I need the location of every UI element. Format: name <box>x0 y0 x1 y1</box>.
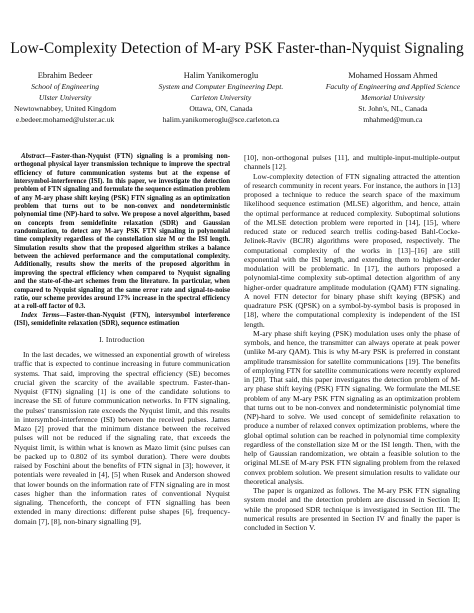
abstract-label: Abstract <box>21 153 45 160</box>
author-location: St. John's, NL, Canada <box>358 104 428 113</box>
author-email: halim.yanikomeroglu@sce.carleton.ca <box>162 115 280 124</box>
author-dept: Faculty of Engineering and Applied Science <box>325 82 460 91</box>
author-2 <box>159 70 284 125</box>
body-paragraph: Low-complexity detection of FTN signaling attracted the attention of research community in recent years. For instance, the authors in [13] proposed a technique to reduce the search space of the maximum likelihood sequence estimation (MLSE) algorithm, and hence, attain the optimal performance at reduced complexity. Suboptimal solutions of the MLSE detection problem were reported in [14], [15], where reduced state or reduced search trellis coding-based Bahl-Cocke-Jelinek-Raviv (BCJR) algorithms were proposed, respectively. The computational complexity of the works in [13]–[16] are still exponential with the ISI length, and extending them to higher-order modulation will be problematic. In [17], the authors proposed a polynomial-time complexity sub-optimal detection algorithm of any higher-order quadrature amplitude modulation (QAM) FTN signaling. A novel FTN detector for binary phase shift keying (BPSK) and quadrature PSK (QPSK) on a symbol-by-symbol basis is proposed in [18], where the computational complexity is independent of the ISI length. <box>244 171 460 329</box>
author-1 <box>14 70 116 125</box>
author-org: Ulster University <box>38 93 92 102</box>
author-org: Carleton University <box>190 93 252 102</box>
abstract-text: —Faster-than-Nyquist (FTN) signaling is a promising non-orthogonal physical layer transmission technique to improve the spectral efficiency of future communication systems but at the expense of intersymbol-interference (ISI). In this paper, we investigate the detection problem of FTN signaling and formulate the sequence estimation problem of any M-ary phase shift keying (PSK) FTN signaling as an optimization problem that turns out to be non-convex and nondeterministic polynomial time (NP)-hard to solve. We propose a novel algorithm, based on concepts from semidefinite relaxation (SDR) and Gaussian randomization, to detect any M-ary PSK FTN signaling in polynomial time complexity regardless of the constellation size M or the ISI length. Simulation results show that the proposed algorithm strikes a balance between the achieved performance and the computational complexity. Additionally, results show the merits of the proposed algorithm in improving the spectral efficiency when compared to Nyquist signaling and the state-of-the-art schemes from the literature. In particular, when compared to Nyquist signaling at the same error rate and signal-to-noise ratio, our scheme provides around 17% increase in the spectral efficiency at a roll-off factor of 0.3. <box>14 153 230 311</box>
author-dept: System and Computer Engineering Dept. <box>158 82 284 91</box>
author-email: e.bedeer.mohamed@ulster.ac.uk <box>15 115 115 124</box>
author-name: Mohamed Hossam Ahmed <box>348 71 438 80</box>
paper-title: Low-Complexity Detection of M-ary PSK Faster-than-Nyquist Signaling <box>10 40 464 57</box>
body-paragraph: The paper is organized as follows. The M-ary PSK FTN signaling system model and the detection problem are discussed in Section II; while the proposed SDR technique is investigated in Section III. The numerical results are presented in Section IV and finally the paper is concluded in Section V. <box>244 486 460 532</box>
section-heading-introduction: I. Introduction <box>99 335 145 345</box>
author-name: Ebrahim Bedeer <box>37 71 93 80</box>
index-terms-text: —Faster-than-Nyquist (FTN), intersymbol interference (ISI), semidefinite relaxation (SDR), sequence estimation <box>14 311 230 327</box>
author-name: Halim Yanikomeroglu <box>183 71 259 80</box>
index-terms-label: Index Terms <box>21 311 60 319</box>
intro-paragraph: In the last decades, we witnessed an exponential growth of wireless traffic that is expected to continue increasing in future communication systems. That said, improving the spectral efficiency (SE) becomes crucial given the scarcity of the available spectrum. Faster-than-Nyquist (FTN) signaling [1] is one of the candidate solutions to increase the SE of future communication networks. In FTN signaling, the pulses' transmission rate exceeds the Nyquist limit, and this results in intersymbol-interference (ISI) between the received pulses. James Mazo [2] proved that the minimum distance between the received pulses will not be reduced if the signaling rate, that exceeds the Nyquist limit, is within what is known as Mazo limit (sinc pulses can be packed up to 0.802 of its symbol duration). There were doubts raised by Foschini about the benefits of FTN signal in [3]; however, it potentials were revealed in [4], [5] when Rusek and Anderson showed that lower bounds on the information rate of FTN signaling are in most cases higher than the information rates of conventional Nyquist signaling. Thenceforth, the concept of FTN signalling has been extended in many directions: different pulse shapes [6], frequency-domain [7], [8], non-binary signalling [9], <box>14 350 230 526</box>
author-block <box>14 70 460 125</box>
author-dept: School of Engineering <box>31 82 100 91</box>
abstract <box>14 153 230 312</box>
author-3 <box>326 70 460 125</box>
author-email: mhahmed@mun.ca <box>363 115 423 124</box>
right-column <box>244 153 460 532</box>
left-column <box>14 153 230 526</box>
author-location: Ottawa, ON, Canada <box>189 104 253 113</box>
index-terms <box>14 312 230 329</box>
author-location: Newtownabbey, United Kingdom <box>14 104 117 113</box>
body-paragraph: [10], non-orthogonal pulses [11], and multiple-input-multiple-output channels [12]. <box>244 153 460 172</box>
author-org: Memorial University <box>361 93 425 102</box>
body-paragraph: M-ary phase shift keying (PSK) modulation uses only the phase of symbols, and hence, the transmitter can always operate at peak power (unlike M-ary QAM). This is why M-ary PSK is preferred in constant amplitude transmission for satellite communications [19]. The benefits of employing FTN for satellite communications were recently explored in [20]. That said, this paper investigates the detection problem of M-ary phase shift keying (PSK) FTN signaling. We formulate the MLSE problem of any M-ary PSK FTN signaling as an optimization problem that turns out to be non-convex and nondeterministic polynomial time (NP)-hard to solve. We used concept of semidefinite relaxation to produce a number of relaxed convex optimization problems, where the global optimal solution can be reached in polynomial time complexity regardless of the constellation size M or the ISI length. Then, with the help of Gaussian randomization, we obtain a feasible solution to the original MLSE of M-ary PSK FTN signaling problem from the relaxed convex problem solution. We present simulation results to validate our theoretical analysis. <box>244 328 460 486</box>
